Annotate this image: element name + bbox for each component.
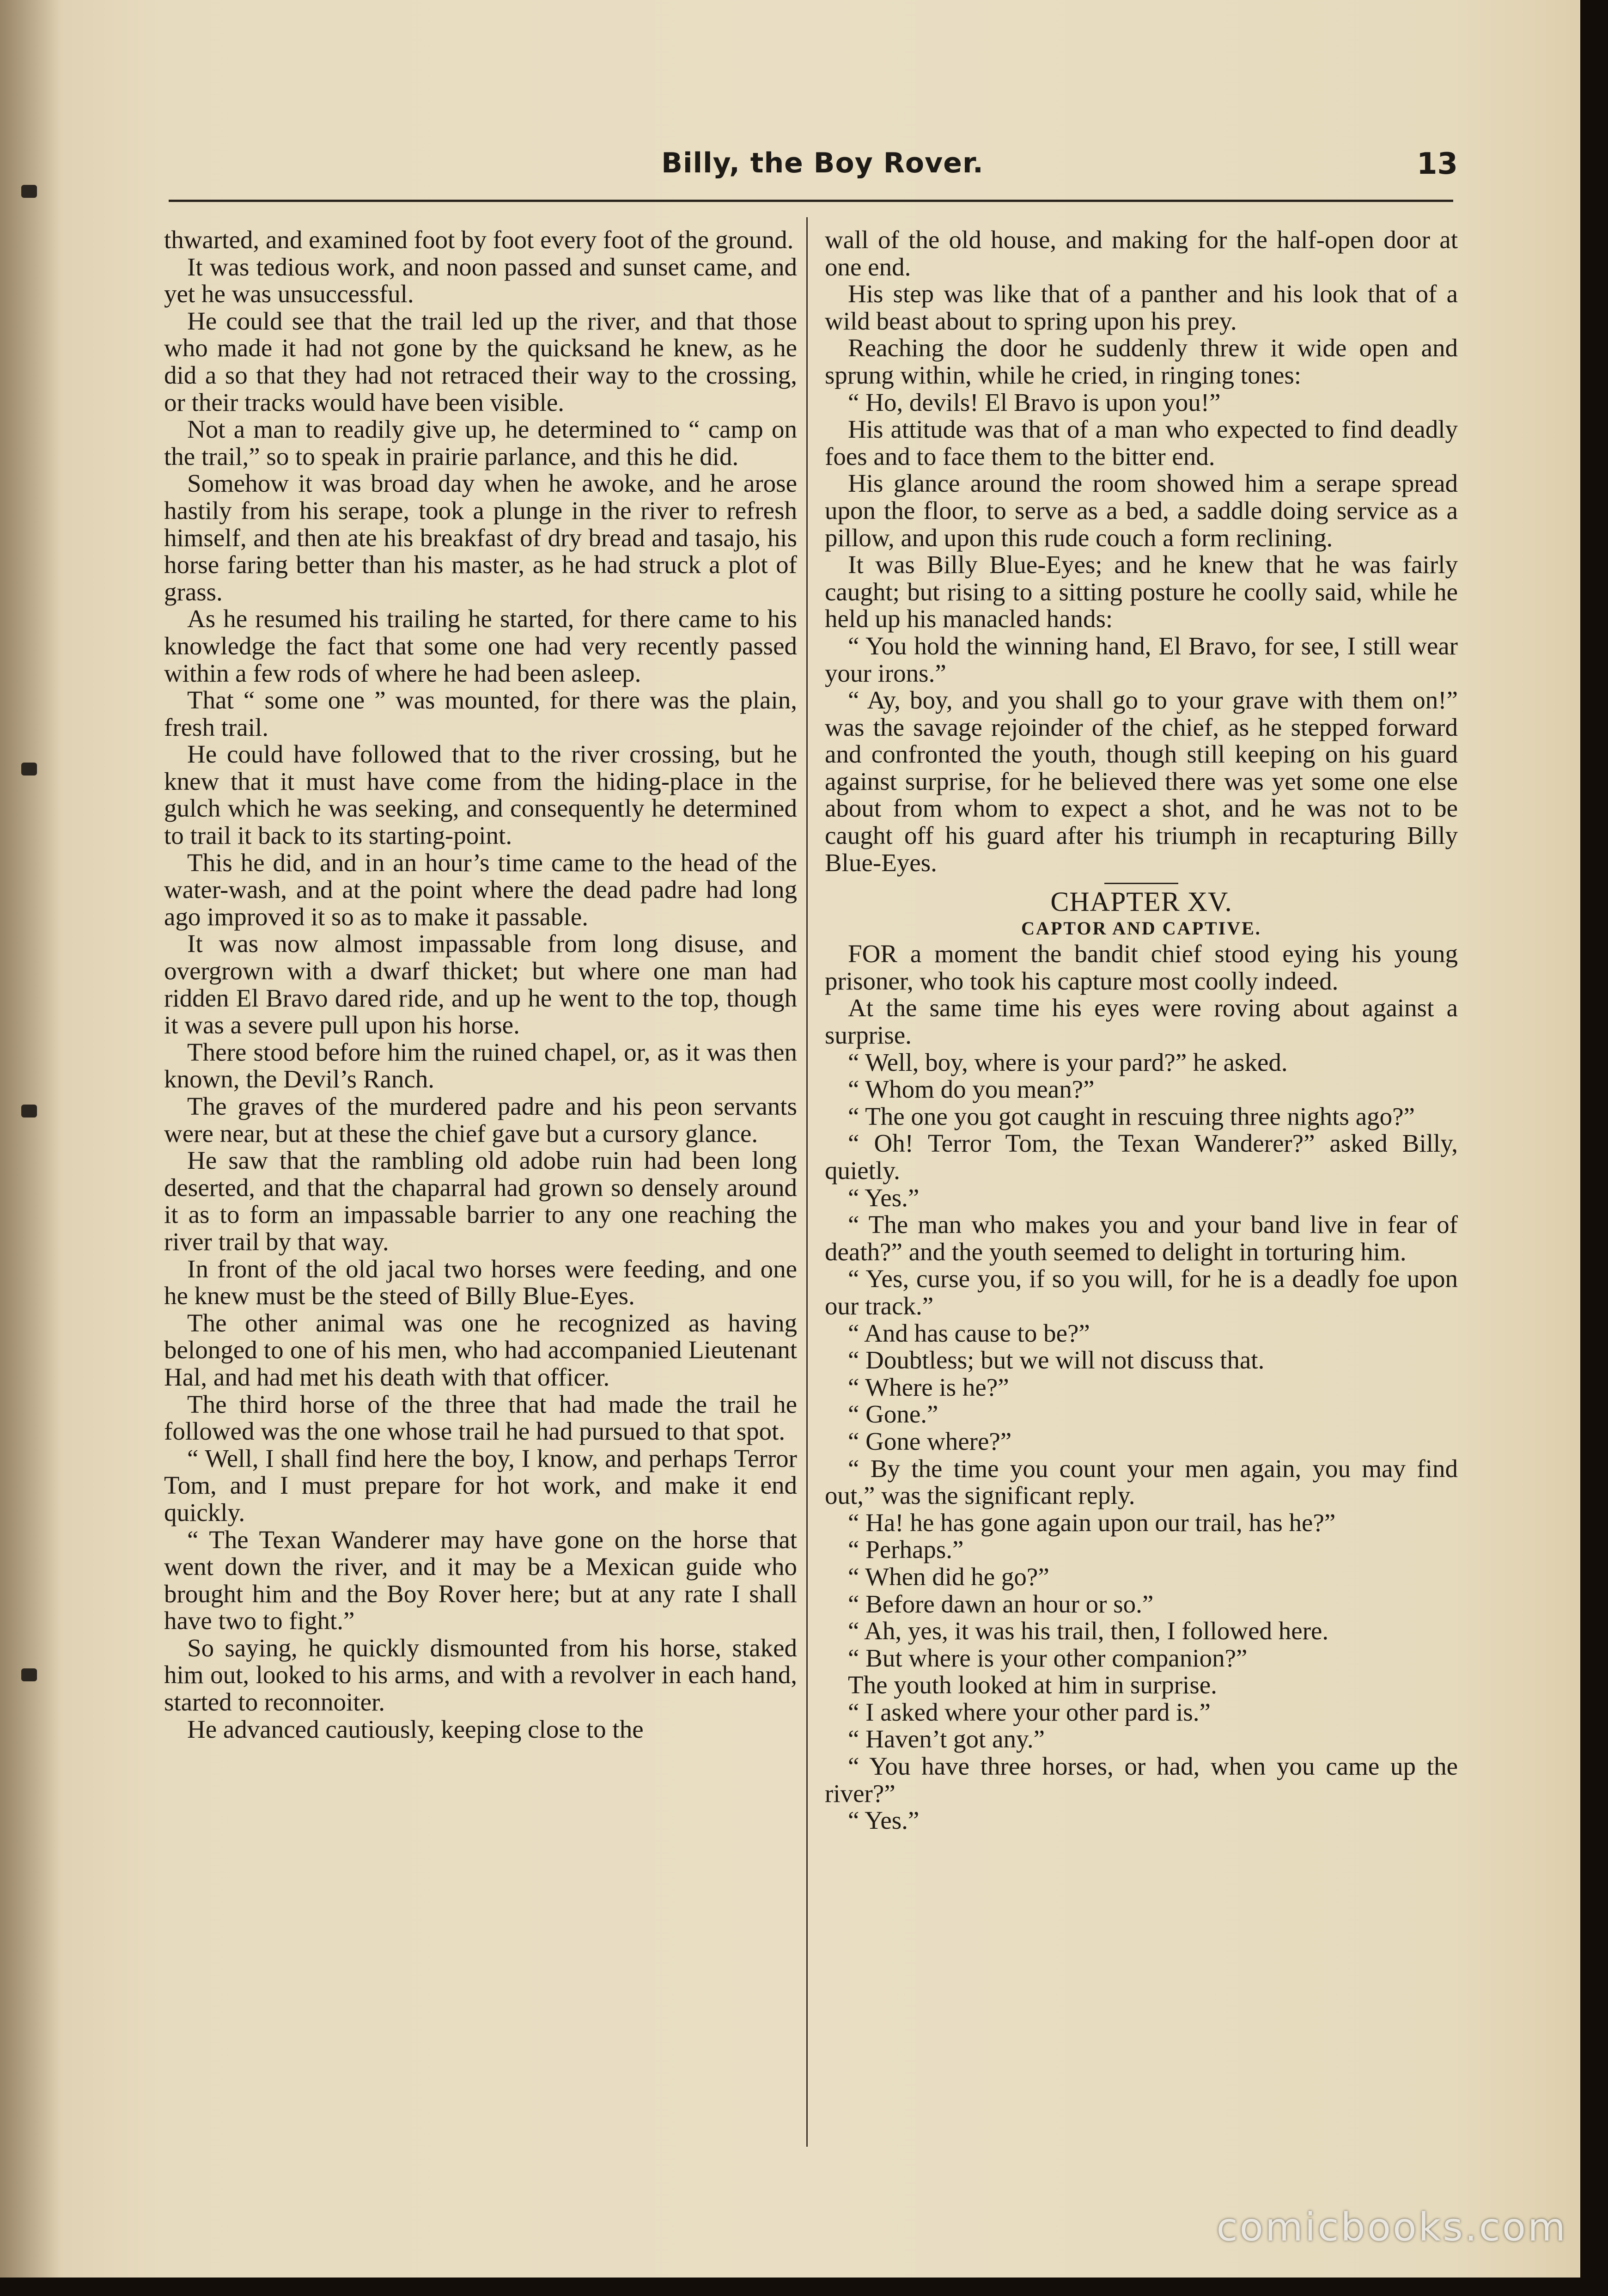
binding-shadow — [0, 0, 60, 2296]
paragraph: “ I asked where your other pard is.” — [848, 1698, 1211, 1726]
page-number: 13 — [1416, 147, 1458, 181]
paragraph: “ By the time you count your men again, you may find out,” was the significant reply. — [825, 1454, 1458, 1510]
chapter-title: CHAPTER XV. — [1050, 886, 1232, 917]
binding-stitch — [21, 1105, 37, 1117]
binding-stitch — [21, 763, 37, 776]
paragraph: “ You hold the winning hand, El Bravo, for see, I still wear your irons.” — [825, 631, 1458, 687]
paragraph: “ When did he go?” — [848, 1562, 1049, 1591]
paragraph: “ Doubtless; but we will not discuss that. — [848, 1346, 1265, 1374]
paragraph: Not a man to readily give up, he determined to “ camp on the trail,” so to speak in prairie parlance, and this he did. — [164, 415, 797, 470]
chapter-divider — [1104, 883, 1178, 884]
paragraph: “ Where is he?” — [848, 1373, 1009, 1401]
paragraph: “ The Texan Wanderer may have gone on the horse that went down the river, and it may be a Mexican guide who brought him and the Boy Rover here; but at any rate I shall have two to fight.” — [164, 1525, 797, 1635]
paragraph: His attitude was that of a man who expected to find deadly foes and to face them to the bitter end. — [825, 415, 1458, 470]
binding-stitch — [21, 185, 37, 198]
running-title: Billy, the Boy Rover. — [661, 147, 984, 179]
paragraph: His glance around the room showed him a serape spread upon the floor, to serve as a bed, a saddle doing service as a pillow, and upon this rude couch a form reclining. — [825, 469, 1458, 552]
binding-stitch — [21, 1668, 37, 1681]
paragraph: His step was like that of a panther and his look that of a wild beast about to spring upon his prey. — [825, 280, 1458, 335]
page-bottom-edge — [0, 2278, 1608, 2296]
paragraph: “ The man who makes you and your band live in fear of death?” and the youth seemed to delight in torturing him. — [825, 1210, 1458, 1266]
paragraph: “ Ha! he has gone again upon our trail, has he?” — [848, 1508, 1336, 1537]
paragraph: “ Haven’t got any.” — [848, 1725, 1045, 1753]
paragraph: “ Before dawn an hour or so.” — [848, 1589, 1154, 1618]
paragraph: Somehow it was broad day when he awoke, and he arose hastily from his serape, took a plunge in the river to refresh himself, and then ate his breakfast of dry bread and tasajo, his horse faring better than his master, as he had struck a plot of grass. — [164, 469, 797, 606]
paragraph: “ But where is your other companion?” — [848, 1643, 1248, 1672]
paragraph: “ Ah, yes, it was his trail, then, I followed here. — [848, 1617, 1329, 1645]
paragraph: That “ some one ” was mounted, for there was the plain, fresh trail. — [164, 686, 797, 741]
column-divider — [806, 217, 808, 2147]
paragraph: The youth looked at him in surprise. — [848, 1671, 1217, 1699]
page-outer-edge — [1580, 0, 1608, 2296]
paragraph: “ Gone.” — [848, 1400, 938, 1429]
paragraph: wall of the old house, and making for the half-open door at one end. — [825, 226, 1458, 281]
paragraph: He could see that the trail led up the river, and that those who made it had not gone by the quicksand he knew, as he did a so that they had not retraced their way to the crossing, or their tracks would have been visible. — [164, 306, 797, 416]
paragraph: “ Yes.” — [848, 1183, 920, 1212]
paragraph: “ You have three horses, or had, when you came up the river?” — [825, 1752, 1458, 1807]
paragraph: “ Ay, boy, and you shall go to your grave with them on!” was the savage rejoinder of the chief, as he stepped forward and confronted the youth, though still keeping on his guard against surprise, for he believed there was yet some one else about from whom to expect a shot, and he was not to be caught off his guard after his triumph in recapturing Billy Blue-Eyes. — [825, 686, 1458, 877]
paragraph: “ The one you got caught in rescuing three nights ago?” — [848, 1102, 1415, 1130]
paragraph: The graves of the murdered padre and his peon servants were near, but at these the chief gave but a cursory glance. — [164, 1092, 797, 1148]
paragraph: Reaching the door he suddenly threw it wide open and sprung within, while he cried, in ringing tones: — [825, 334, 1458, 389]
chapter-subtitle: CAPTOR AND CAPTIVE. — [1021, 918, 1261, 939]
paragraph: thwarted, and examined foot by foot every foot of the ground. — [164, 226, 794, 254]
paragraph: “ And has cause to be?” — [848, 1319, 1090, 1347]
paragraph: There stood before him the ruined chapel, or, as it was then known, the Devil’s Ranch. — [164, 1038, 797, 1093]
paragraph: “ Ho, devils! El Bravo is upon you!” — [848, 388, 1221, 416]
paragraph: As he resumed his trailing he started, for there came to his knowledge the fact that some one had very recently passed within a few rods of where he had been asleep. — [164, 605, 797, 687]
right-column — [825, 226, 1458, 2158]
paragraph: “ Well, boy, where is your pard?” he asked. — [848, 1048, 1288, 1076]
paragraph: It was tedious work, and noon passed and sunset came, and yet he was unsuccessful. — [164, 252, 797, 308]
paragraph: He saw that the rambling old adobe ruin had been long deserted, and that the chaparral had grown so densely around it as to form an impassable barrier to any one reaching the river trail by that way. — [164, 1146, 797, 1256]
paragraph: “ Oh! Terror Tom, the Texan Wanderer?” asked Billy, quietly. — [825, 1129, 1458, 1185]
paragraph: “ Gone where?” — [848, 1427, 1012, 1455]
paragraph: “ Well, I shall find here the boy, I know, and perhaps Terror Tom, and I must prepare for hot work, and make it end quickly. — [164, 1444, 797, 1527]
watermark: comicbooks.com — [1216, 2204, 1567, 2250]
paragraph: The third horse of the three that had made the trail he followed was the one whose trail he had pursued to that spot. — [164, 1390, 797, 1446]
paragraph: In front of the old jacal two horses were feeding, and one he knew must be the steed of Billy Blue-Eyes. — [164, 1254, 797, 1310]
paragraph: So saying, he quickly dismounted from his horse, staked him out, looked to his arms, and with a revolver in each hand, started to reconnoiter. — [164, 1633, 797, 1716]
paragraph: “ Yes.” — [848, 1806, 920, 1835]
paragraph: It was Billy Blue-Eyes; and he knew that he was fairly caught; but rising to a sitting posture he coolly said, while he held up his manacled hands: — [825, 550, 1458, 633]
paragraph: “ Yes, curse you, if so you will, for he is a deadly foe upon our track.” — [825, 1264, 1458, 1320]
paragraph: “ Perhaps.” — [848, 1535, 964, 1564]
page-header — [183, 147, 1462, 189]
paragraph: This he did, and in an hour’s time came to the head of the water-wash, and at the point where the dead padre had long ago improved it so as to make it passable. — [164, 848, 797, 931]
paragraph: He advanced cautiously, keeping close to the — [187, 1715, 644, 1743]
paragraph: The other animal was one he recognized as having belonged to one of his men, who had accompanied Lieutenant Hal, and had met his death with that officer. — [164, 1308, 797, 1391]
paragraph: At the same time his eyes were roving about against a surprise. — [825, 994, 1458, 1050]
paragraph: He could have followed that to the river crossing, but he knew that it must have come from the hiding-place in the gulch which he was seeking, and consequently he determined to trail it back to its starting-point. — [164, 740, 797, 850]
paragraph: FOR a moment the bandit chief stood eying his young prisoner, who took his capture most coolly indeed. — [825, 940, 1458, 995]
paragraph: It was now almost impassable from long disuse, and overgrown with a dwarf thicket; but where one man had ridden El Bravo dared ride, and up he went to the top, though it was a severe pull upon his horse. — [164, 929, 797, 1039]
left-column — [164, 226, 797, 2158]
header-rule — [169, 200, 1453, 202]
paragraph: “ Whom do you mean?” — [848, 1075, 1095, 1104]
